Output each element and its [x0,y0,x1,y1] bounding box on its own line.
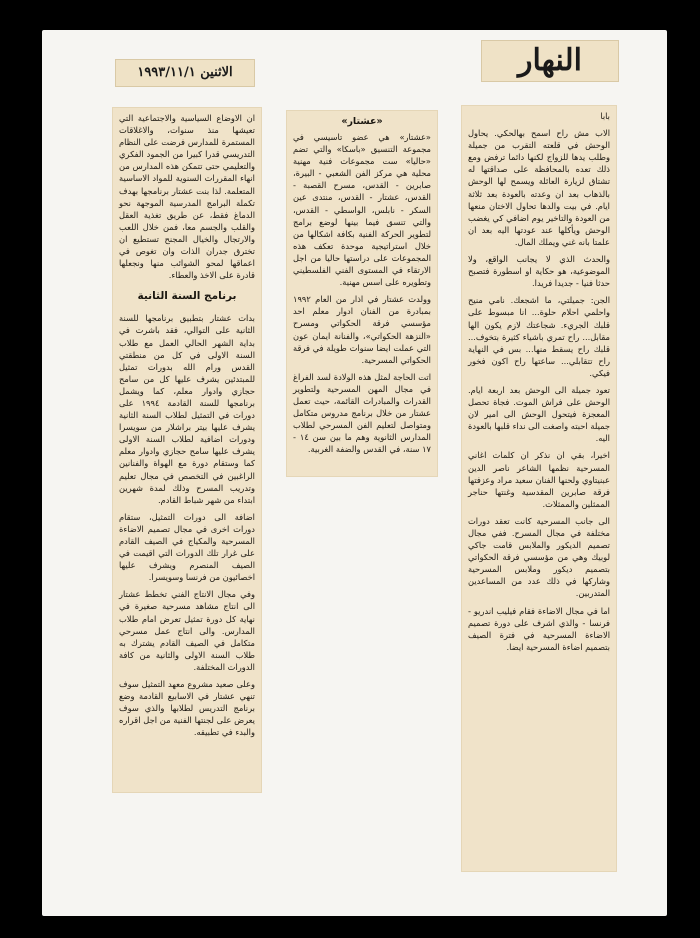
article-paragraph: ان الاوضاع السياسية والاجتماعية التي تعيشها منذ سنوات، والاغلاقات المستمرة للمدارس فرضت على النظام التدريسي قدرا كبيرا من الجمود الفكري والتعليمي حتى تتمكن هذه المدارس من انهاء المقررات السنوية للمواد الاساسية المتعلمة. لذا بنت عشتار برنامجها بهدف تكملة البرامج المدرسية الموجهة نحو الدماغ فقط، عن طريق تغذية العقل والقلب والجسم معا، فمن خلال اللعب والارتجال والخيال المجنح تستطيع ان تخترق جدران الذات وان تغوص في اعماقها لمحو الشوائب منها ونجعلها قادرة على الاخذ والعطاء. [119,113,255,281]
masthead-title: النهار [518,43,582,78]
article-paragraph: «عشتار» هي عضو تاسيسي في مجموعة التنسيق «باسكا» والتي تضم «حاليا» ست مجموعات فنية مهنية محلية هي مركز الفن الشعبي - البيرة، صابرين - القدس، مسرح القصبة - القدس، عشتار - القدس، منتدى عين السكر - نابلس، الواسطي - القدس، والتي تنسق فيما بينها لوضع برامج لتطوير الحركة الفنية بكافة اشكالها من خلال استراتيجية موحدة تعكف هذه المجموعات على دراستها حاليا من اجل الارتقاء في المستوى الفني الفلسطيني وتطويره على اسس مهنية. [293,132,431,288]
article-paragraph: بدات عشتار بتطبيق برنامجها للسنة الثانية على التوالي، فقد باشرت في بداية الشهر الحالي العمل مع طلاب السنة الاولى في كل من منطقتي القدس ورام الله بدورات تمثيل للمبتدئين يشرف عليها كل من سامح حجازي وادوار معلم، كما ويشمل برنامجها للسنة القادمة ١٩٩٤ على دورات في التمثيل لطلاب السنة الثانية يشرف عليها بيتر براشلار من سويسرا ودورات اضافية لطلاب السنة الاولى يشرف عليها سامح حجازي وادوار معلم كما وستقام دورة مع الهواة والفنانين الراغبين في التخصص في مجال تعليم وتدريب المسرح وذلك لمدة شهرين ابتداء من شهر شباط القادم. [119,313,255,505]
article-column-right [462,106,616,871]
publication-date: الاثنين ١٩٩٣/١١/١ [137,65,233,80]
article-paragraph: تعود جميلة الى الوحش بعد اربعة ايام. الوحش على فراش الموت. فجاة تحصل المعجزة فيتحول الوحش الى امير لان جميلة احبته واصغت الى نداء قلبها بالعودة اليه. [468,384,610,444]
article-paragraph: وولدت عشتار في اذار من العام ١٩٩٢ بمبادرة من الفنان ادوار معلم احد مؤسسي فرقة الحكواتي ومسرح «النزهة الحكواتي»، والفنانة ايمان عون التي عملت ايضا سنوات طويلة في فرقة الحكواتي المسرحية. [293,294,431,365]
article-paragraph: بابا [600,111,610,121]
article-paragraph: اما في مجال الاضاءة فقام فيليب اندريو - فرنسا - والذي اشرف على دورة تصميم الاضاءة المسرحية في فترة الصيف بتصميم اضاءة المسرحية ايضا. [468,605,610,652]
article-paragraph: اخيرا، بقي ان نذكر ان كلمات اغاني المسرحية نظمها الشاعر ناصر الدين عبنيتاوي ولحنها الفنان سعيد مراد وعزفتها فرقة صابرين المقدسية وغنتها حناجر الممثلين والممثلات. [468,450,610,509]
section-heading: برنامج السنة الثانية [137,290,237,303]
article-title: «عشتار» [341,116,383,127]
article-paragraph: الاب مش راح اسمح بهالحكي. يحاول الوحش في قلعته التقرب من جميلة وطلب يدها للزواج لكنها دائما ترفض ومع ذلك تعده بالمحافظة على صداقتها له تشتاق لزيارة العائلة ويسمح لها الوحش بالذهاب بعد ان وعدته بالعودة بعد ثلاثة ايام. في بيت والدها تحاول الاختان منعها من العودة والتاخير يوم اضافي كي يغضب الوحش ويأكلها عند عودتها اليه بعد ان علمتا بانه غني ويملك المال. [468,128,610,247]
article-paragraph: والحدث الذي لا يجانب الواقع، ولا الموضوعية، هو حكاية او اسطورة فتصبح حدثا فنيا - جديدا فريدا. [468,254,610,289]
date-clipping [116,60,254,86]
article-paragraph: الى جانب المسرحية كانت تعقد دورات مختلفة في مجال المسرح. ففي مجال تصميم الديكور والملابس قامت جاكي لوبيك وهي من مؤسسي فرقة الحكواتي بتصميم ديكور وملابس المسرحية وشاركها في ذلك عدد من المساعدين المتدربين. [468,515,610,599]
article-paragraph: وفي مجال الانتاج الفني تخطط عشتار الى انتاج مشاهد مسرحية صغيرة في نهاية كل دورة تمثيل تعرض امام طلاب المدارس. والى انتاج عمل مسرحي متكامل في الصيف القادم يشترك به طلاب السنة الاولى والثانية من كافة الدورات المختلفة. [119,589,255,672]
newspaper-masthead [482,41,618,81]
article-column-middle [287,111,437,476]
article-paragraph: الجن: جميلتي، ما اشجعك. نامي منيح واحلمي احلام حلوة... انا مبسوط على قلبك الجريء. شجاعتك لازم يكون الها مقابل... راح تمري باشياء كثيرة بتخوف... قلبك راح يسقط منها... بس في النهاية راح تتقابلي... ساعتها راح اكون فخور فيكي. [468,295,610,378]
article-column-left [113,108,261,792]
article-paragraph: اضافة الى دورات التمثيل، ستقام دورات اخرى في مجال تصميم الاضاءة المسرحية والمكياج في الصيف القادم على غرار تلك الدورات التي اقيمت في الصيف المنصرم ويشرف عليها اخصائيون من فرنسا وسويسرا. [119,511,255,583]
article-paragraph: وعلى صعيد مشروع معهد التمثيل سوف تنهي عشتار في الاسابيع القادمة وضع برنامج التدريس لطلابها والذي سوف يعرض على لجنتها الفنية من اجل اقراره والبدء في تطبيقه. [119,679,255,738]
article-paragraph: اتت الحاجة لمثل هذه الولادة لسد الفراغ في مجال المهن المسرحية ولتطوير القدرات والمبادرات القائمة، حيث تعمل عشتار من خلال برنامج مدروس متكامل ومتواصل لتعليم الفن المسرحي لطلاب المدارس الثانوية وهم ما بين سن ١٤ - ١٧ سنة، في القدس والضفة الغربية. [293,371,431,455]
